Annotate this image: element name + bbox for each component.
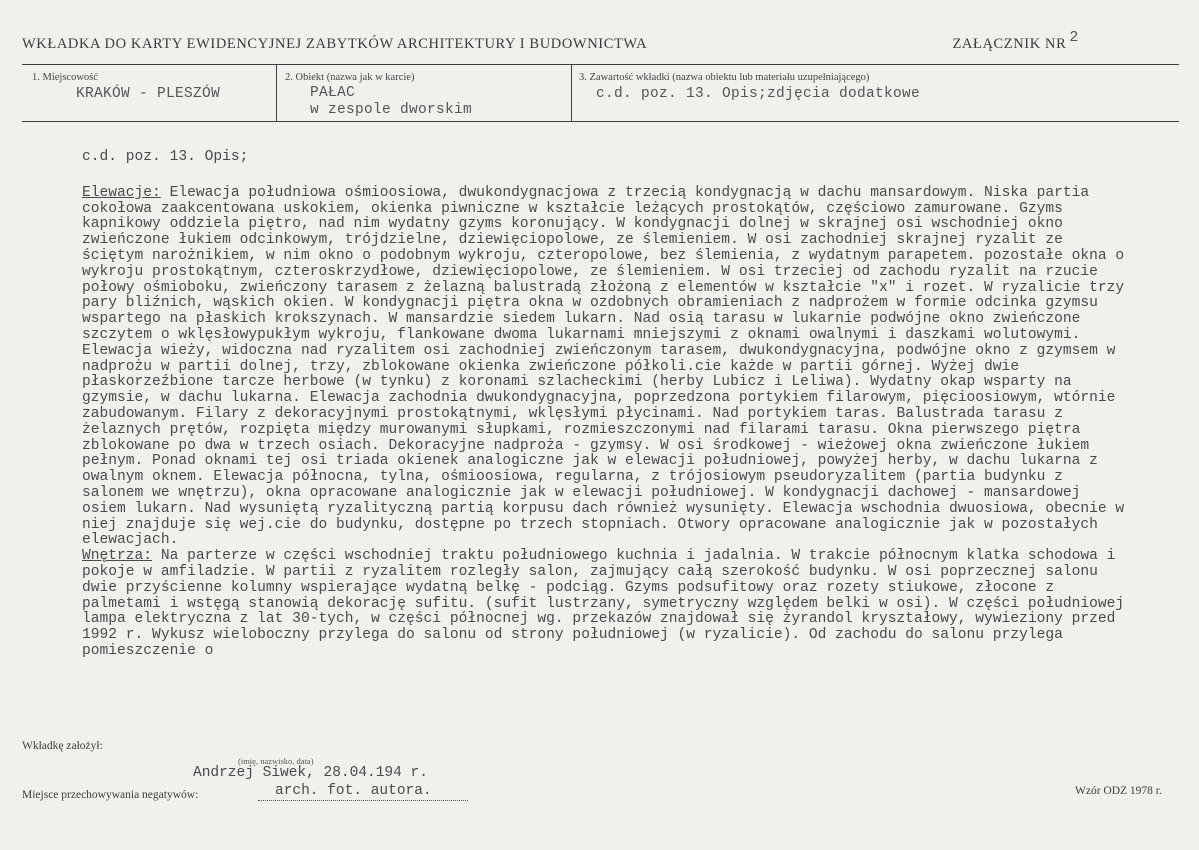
object-label: 2. Obiekt (nazwa jak w karcie)	[285, 72, 415, 83]
intro-line: c.d. poz. 13. Opis;	[82, 149, 249, 165]
content-label: 3. Zawartość wkładki (nazwa obiektu lub materiału uzupełniającego)	[579, 72, 870, 83]
object-value-line2: w zespole dworskim	[310, 102, 473, 118]
annex-number: 2	[1069, 29, 1079, 46]
negatives-dotted-line	[258, 800, 468, 801]
compiled-by-value: Andrzej Siwek, 28.04.194 r.	[193, 765, 428, 781]
form-title: WKŁADKA DO KARTY EWIDENCYJNEJ ZABYTKÓW ARCHITEKTURY I BUDOWNICTWA	[22, 36, 648, 52]
locality-value: KRAKÓW - PLESZÓW	[76, 86, 221, 102]
compiled-by-label: Wkładkę założył:	[22, 740, 103, 752]
elevations-paragraph	[82, 186, 1132, 549]
annex-label-text: ZAŁĄCZNIK NR	[952, 36, 1067, 52]
compiled-by-note: (imię, nazwisko, data)	[238, 756, 314, 766]
negatives-label: Miejsce przechowywania negatywów:	[22, 789, 199, 801]
description-body	[82, 150, 1132, 660]
header-top-rule	[22, 64, 1179, 65]
field-divider-2	[571, 64, 572, 121]
interiors-heading: Wnętrza:	[82, 548, 153, 565]
object-value-line1: PAŁAC	[310, 85, 356, 101]
interiors-text: Na parterze w części wschodniej traktu południowego kuchnia i jadalnia. W trakcie północnym klatka schodowa i pokoje w amfiladzie. W partii z ryzalitem rozległy salon, zajmujący całą szerokość budynku. W osi poprzecznej salonu dwie przyścienne kolumny wspierające wydatną belkę - podciąg. Gzyms podsufitowy oraz rozety stiukowe, złocone z palmetami i wstęgą stanowią dekorację sufitu. (sufit lustrzany, symetryczny względem belki w osi). W części południowej lampa elektryczna z lat 30-tych, w części północnej wg. przekazów znajdował się żyrandol kryształowy, wywieziony przed 1992 r. Wykusz wieloboczny przylega do salonu od strony południowej (w ryzalicie). Od zachodu do salonu przylega pomieszczenie o	[82, 548, 1125, 659]
annex-label	[952, 29, 1079, 53]
negatives-value: arch. fot. autora.	[275, 783, 432, 799]
header-bottom-rule	[22, 121, 1179, 122]
elevations-heading: Elewacje:	[82, 184, 161, 201]
field-divider-1	[276, 64, 277, 121]
interiors-paragraph	[82, 549, 1132, 660]
elevations-text: Elewacja południowa ośmioosiowa, dwukondygnacjowa z trzecią kondygnacją w dachu mansardowym. Niska partia cokołowa zaakcentowana uskokiem, okienka piwniczne w kształcie leżących prostokątów, częściowo zamurowane. Gzyms kapnikowy oddziela piętro, nad nim wydatny gzyms koronujący. W kondygnacji dolnej w skrajnej osi wschodniej okno zwieńczone łukiem odcinkowym, trójdzielne, dziewięciopolowe, ze ślemieniem. W osi zachodniej skrajnej ryzalit ze ściętym narożnikiem, w nim okno o podobnym wykroju, czteropolowe, bez ślemienia, z wydatnym parapetem. pozostałe okna o wykroju prostokątnym, czteroskrzydłowe, dziewięciopolowe, ze ślemieniem. W osi trzeciej od zachodu ryzalit na rzucie połowy ośmioboku, zwieńczony tarasem z żelazną balustradą złożoną z elementów w kształcie "x" i rozet. W ryzalicie trzy pary bliźnich, wąskich okien. W kondygnacji piętra okna w ozdobnych obramieniach z nadprożem w formie odcinka gzymsu wspartego na płaskich krokszynach. W mansardzie siedem lukarn. Nad osią tarasu w lukarnie podwójne okno zwieńczone szczytem o wklęsłowypukłym wykroju, flankowane dwoma lukarnami mniejszymi z oknami owalnymi i daszkami wolutowymi. Elewacja wieży, widoczna nad ryzalitem osi zachodniej zwieńczonym tarasem, dwukondygnacyjna, podwójne okno z gzymsem w nadprożu w partii dolnej, trzy, zblokowane okienka zwieńczone półkoli.cie każde w partii górnej. Wyżej dwie płaskorzeźbione tarcze herbowe (w tynku) z koronami szlacheckimi (herby Lubicz i Leliwa). Wydatny okap wsparty na gzymsie, w dachu lukarna. Elewacja zachodnia dwukondygnacyjna, poprzedzona portykiem filarowym, pięcioosiowym, wtórnie zabudowanym. Filary z dekoracyjnymi prostokątnymi, wklęsłymi płycinami. Nad portykiem taras. Balustrada tarasu z żelaznych prętów, rozpięta między murowanymi słupkami, rozmieszczonymi nad filarami tarasu. Okna pierwszego piętra zblokowane po dwa w trzech osiach. Dekoracyjne nadproża - gzymsy. W osi środkowej - wieżowej okna zwieńczone łukiem pełnym. Ponad oknami tej osi triada okienek analogiczne jak w elewacji południowej, powyżej herby, w dachu lukarna z owalnym oknem. Elewacja północna, tylna, ośmioosiowa, regularna, z trójosiowym pseudoryzalitem (partia budynku z salonem we wnętrzu), okna opracowane analogicznie jak w elewacji południowej. W kondygnacji dachowej - mansardowej osiem lukarn. Nad wysuniętą ryzalityczną partią korpusu dach również wysunięty. Elewacja wschodnia dwuosiowa, obecnie w niej znajduje się wej.cie do budynku, dostępne po trzech stopniach. Otwory opracowane analogicznie jak w pozostałych elewacjach.	[82, 184, 1125, 549]
content-value: c.d. poz. 13. Opis;zdjęcia dodatkowe	[596, 86, 921, 102]
form-code: Wzór ODZ 1978 r.	[1075, 785, 1162, 797]
locality-label: 1. Miejscowość	[32, 72, 98, 83]
